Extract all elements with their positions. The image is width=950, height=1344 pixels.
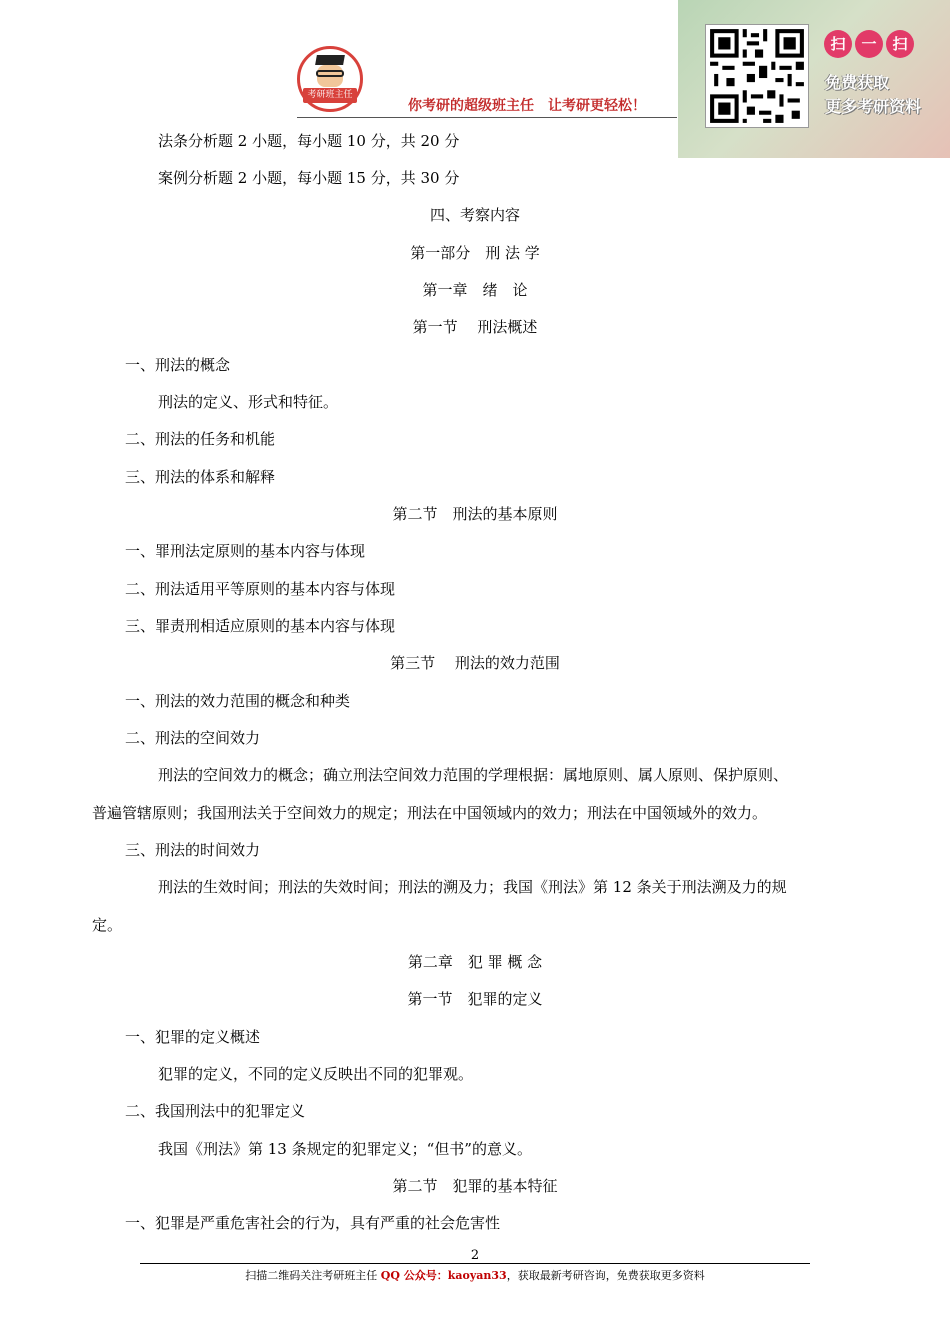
part-heading: 第一部分 刑 法 学: [410, 244, 540, 262]
topic-detail-continuation: 定。: [92, 916, 123, 934]
page-number: 2: [470, 1248, 480, 1263]
scan-char: 扫: [886, 30, 914, 58]
topic-detail: 刑法的定义、形式和特征。: [158, 393, 339, 411]
footer-text-after: ，获取最新考研咨询，免费获取更多资料: [506, 1269, 705, 1282]
exam-format-line: 案例分析题 2 小题，每小题 15 分，共 30 分: [158, 169, 460, 187]
topic-detail-continuation: 普遍管辖原则；我国刑法关于空间效力的规定；刑法在中国领域内的效力；刑法在中国领域外的效力。: [92, 804, 768, 822]
header-slogan: 你考研的超级班主任 让考研更轻松！: [408, 98, 646, 114]
promo-line-1: 免费获取: [825, 73, 890, 92]
promo-banner[interactable]: [678, 0, 950, 158]
topic-item: 二、刑法的空间效力: [125, 729, 261, 747]
subsection-heading: 第一节 刑法概述: [412, 318, 538, 336]
brand-logo: [297, 46, 363, 112]
topic-item: 二、我国刑法中的犯罪定义: [125, 1102, 306, 1120]
subsection-heading: 第二节 刑法的基本原则: [392, 505, 558, 523]
subsection-heading: 第一节 犯罪的定义: [407, 990, 543, 1008]
topic-detail: 刑法的空间效力的概念；确立刑法空间效力范围的学理根据：属地原则、属人原则、保护原则、: [158, 766, 789, 784]
subsection-heading: 第三节 刑法的效力范围: [390, 654, 560, 672]
footer-text: [0, 1267, 950, 1283]
section-heading: 四、考察内容: [429, 206, 520, 224]
chapter-heading: 第二章 犯 罪 概 念: [407, 953, 543, 971]
glasses-icon: [316, 70, 344, 77]
topic-item: 一、犯罪是严重危害社会的行为，具有严重的社会危害性: [125, 1214, 501, 1232]
scan-char: 一: [855, 30, 883, 58]
topic-item: 二、刑法的任务和机能: [125, 430, 276, 448]
topic-item: 一、犯罪的定义概述: [125, 1028, 261, 1046]
chapter-heading: 第一章 绪 论: [422, 281, 528, 299]
header-divider: [297, 117, 677, 118]
topic-item: 三、刑法的时间效力: [125, 841, 261, 859]
topic-item: 三、刑法的体系和解释: [125, 468, 276, 486]
logo-label: 考研班主任: [303, 88, 357, 103]
exam-format-line: 法条分析题 2 小题，每小题 10 分，共 20 分: [158, 132, 460, 150]
topic-item: 二、刑法适用平等原则的基本内容与体现: [125, 580, 396, 598]
footer-text-before: 扫描二维码关注考研班主任: [245, 1269, 381, 1282]
subsection-heading: 第二节 犯罪的基本特征: [392, 1177, 558, 1195]
topic-item: 三、罪责刑相适应原则的基本内容与体现: [125, 617, 396, 635]
topic-detail: 犯罪的定义，不同的定义反映出不同的犯罪观。: [158, 1065, 474, 1083]
graduation-cap-icon: [315, 55, 345, 65]
topic-item: 一、罪刑法定原则的基本内容与体现: [125, 542, 366, 560]
topic-detail: 刑法的生效时间；刑法的失效时间；刑法的溯及力；我国《刑法》第 12 条关于刑法溯及力的规: [158, 878, 787, 896]
topic-item: 一、刑法的效力范围的概念和种类: [125, 692, 351, 710]
qr-code-icon[interactable]: [705, 24, 809, 128]
footer-divider: [140, 1263, 810, 1264]
topic-item: 一、刑法的概念: [125, 356, 231, 374]
footer-wechat-id: QQ 公众号：kaoyan33: [380, 1269, 507, 1282]
scan-char: 扫: [824, 30, 852, 58]
promo-line-2: 更多考研资料: [825, 97, 922, 116]
topic-detail: 我国《刑法》第 13 条规定的犯罪定义；“但书”的意义。: [158, 1140, 532, 1158]
scan-badge: [824, 30, 914, 58]
